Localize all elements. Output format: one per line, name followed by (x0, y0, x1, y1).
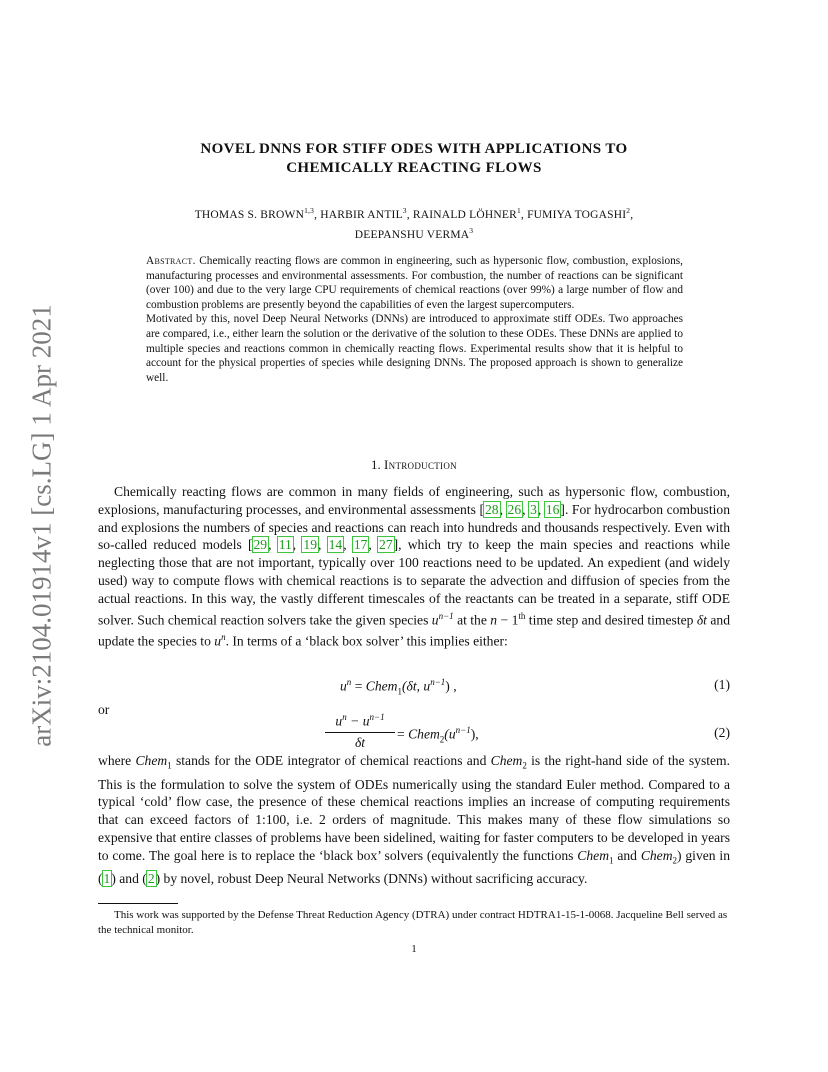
equation-ref-link[interactable]: 2 (147, 871, 155, 887)
fraction-denominator: δt (354, 734, 366, 750)
intro-text: Chemically reacting flows are common in many fields of engineering, such as hypersonic flow, combustion, explosions, manufacturing processes, and environmental assessments (98, 484, 730, 517)
abstract-paragraph-1 (146, 254, 683, 312)
math-inline: Chem (640, 847, 673, 863)
author-2-affil: 3 (402, 206, 407, 215)
intro-text: time step and desired timestep (525, 612, 697, 628)
body-text: and (115, 871, 143, 887)
math-operator: ), (470, 726, 479, 742)
body-text: is the right-hand side of the system. This is the formulation to solve the system of ODEs numerically using the standard Euler method. Compared to a typical ‘cold’ flow case, the presence of these chemical reactions implies an increase of computing requirements that can exceed factors of 1:100, i.e. 2 orders of magnitude. This makes many of these flow simulations so expensive that entire classes of problems have been sidelined, waiting for faster computers to be developed in years to come. The goal here is to replace the ‘black box’ solvers (equivalently the functions (98, 753, 731, 863)
math-superscript: n−1 (455, 725, 471, 735)
title-line-1: NOVEL DNNS FOR STIFF ODES WITH APPLICATIONS TO (200, 141, 628, 157)
equation-2 (98, 712, 730, 754)
equation-1 (98, 677, 730, 697)
math-superscript: th (518, 610, 526, 621)
math-subscript: 1 (167, 760, 172, 771)
author-line-1 (140, 203, 688, 223)
citation-link[interactable]: 11 (278, 537, 292, 553)
citation-link[interactable]: 27 (379, 537, 393, 553)
body-text: where (98, 753, 136, 768)
math-superscript: n−1 (369, 712, 385, 722)
intro-text: , which try to keep the main species and reactions while neglecting those that are not important, typically over 100 reactions need to be updated. An expedient (and widely used) way to compute flows with chemical reactions is to separate the advection and diffusion of species from the actual reactions. In this way, the vastly different timescales of the reactants can be treated in a separate, stiff ODE solver. Such chemical reaction solvers take the given species (98, 537, 731, 628)
math-symbol: − u (346, 713, 370, 729)
math-superscript: n (342, 712, 347, 722)
math-superscript: n (221, 631, 226, 642)
math-subscript: 1 (609, 855, 614, 866)
math-subscript: 2 (522, 760, 527, 771)
equation-ref-link[interactable]: 1 (103, 871, 111, 887)
math-symbol: u (335, 713, 343, 729)
author-4-affil: 2 (626, 206, 631, 215)
body-text: and (613, 847, 641, 863)
equation-1-content (340, 677, 457, 696)
abstract (146, 254, 683, 385)
math-inline: u (214, 633, 222, 649)
author-3-affil: 1 (516, 206, 521, 215)
math-symbol: u (340, 678, 347, 694)
math-inline: u (431, 612, 439, 628)
section-title: Introduction (384, 457, 457, 472)
footnote (98, 908, 730, 937)
math-subscript: 1 (397, 686, 402, 697)
math-inline: − 1 (497, 612, 519, 628)
author-4-comma: , (630, 208, 634, 221)
section-heading (98, 457, 730, 473)
paper-title (140, 140, 688, 178)
math-symbol: (δt, u (401, 678, 431, 694)
footnote-text: This work was supported by the Defense Threat Reduction Agency (DTRA) under contract HDTRA1-15-1-0068. Jacqueline Bell served as the technical monitor. (98, 909, 728, 936)
equation-2-number: (2) (714, 725, 730, 740)
equation-2-rhs (397, 725, 479, 744)
or-connector: or (98, 702, 110, 717)
math-inline: δt (696, 612, 707, 628)
author-list (140, 203, 688, 243)
footnote-divider (98, 903, 178, 904)
abstract-text-2: Motivated by this, novel Deep Neural Networks (DNNs) are introduced to approximate stiff ODEs. Two approaches are compared, i.e., either learn the solution or the derivative of the solution to these ODEs. These DNNs are applied to multiple species and reactions common in chemically reacting flows. Experimental results show that it is helpful to account for the physical properties of species while designing DNNs. The proposed approach is shown to generalize well. (146, 313, 683, 384)
intro-paragraph: Chemically reacting flows are common in many fields of engineering, such as hypersonic flow, combustion, explosions, manufacturing processes, and environmental assessments [28, 26, 3, 16]. For hydrocarbon combustion and explosions the numbers of species and reactions can reach into hundreds and thousands respectively. Even with so-called reduced models [29, 11, 19, 14, 17, 27], which try to keep the main species and reactions while neglecting those that are not important, typically over 100 reactions need to be updated. An expedient (and widely used) way to compute flows with chemical reactions is to separate the advection and diffusion of species from the actual reactions. In this way, the vastly different timescales of the reactants can be treated in a separate, stiff ODE solver. Such chemical reaction solvers take the given species $u^{n-1}$ at the n − 1th time step and desired timestep δt and update the species to $u^n$. In terms of a ‘black box solver’ this implies either: (98, 484, 731, 649)
math-subscript: 2 (672, 855, 678, 866)
intro-text: . For hydrocarbon combustion and explosions the numbers of species and reactions can reach into hundreds and thousands respectively. Even with so-called reduced models (98, 501, 730, 553)
citation-link[interactable]: 14 (328, 537, 343, 553)
author-4: , FUMIYA TOGASHI (520, 208, 627, 221)
math-superscript: n (346, 677, 352, 687)
title-line-2: CHEMICALLY REACTING FLOWS (286, 160, 542, 176)
body-text: by novel, robust Deep Neural Networks (DNNs) without sacrificing accuracy. (160, 871, 588, 887)
math-inline: Chem (135, 753, 168, 768)
intro-text: and update the species to (98, 612, 730, 649)
author-line-2 (140, 223, 688, 243)
author-5: DEEPANSHU VERMA (354, 228, 470, 241)
math-inline: Chem (577, 847, 610, 863)
page-number: 1 (411, 943, 417, 955)
author-2: , HARBIR ANTIL (314, 208, 403, 221)
math-symbol: Chem (408, 726, 440, 742)
abstract-text-1: Chemically reacting flows are common in engineering, such as hypersonic flow, combustion, explosions, manufacturing processes and environmental assessments. For combustion, the number of reactions can be significant (over 100) and due to the very large CPU requirements of chemical reactions (over 99%) a large number of flow and combustion problems are presently beyond the capabilities of even the largest supercomputers. (146, 255, 683, 311)
math-inline: n (490, 612, 498, 628)
math-superscript: n−1 (430, 677, 446, 687)
intro-text: . In terms of a ‘black box solver’ this implies either: (225, 633, 508, 649)
math-superscript: n−1 (438, 610, 454, 621)
author-1-affil: 1,3 (304, 206, 315, 215)
intro-text: at the (453, 612, 491, 628)
citation-link[interactable]: 19 (303, 537, 317, 553)
equation-1-number: (1) (714, 677, 730, 692)
math-inline: Chem (490, 753, 523, 768)
arxiv-stamp (22, 295, 62, 755)
citation-link[interactable]: 28 (484, 501, 499, 517)
author-1: THOMAS S. BROWN (194, 208, 305, 221)
citation-link[interactable]: 29 (253, 537, 268, 553)
citation-link[interactable]: 3 (530, 501, 537, 517)
citation-link[interactable]: 16 (545, 501, 560, 517)
citation-link[interactable]: 26 (507, 501, 522, 517)
arxiv-stamp-text: arXiv:2104.01914v1 [cs.LG] 1 Apr 2021 (26, 303, 57, 747)
body-paragraph-2: where Chem$_1$ stands for the ODE integrator of chemical reactions and Chem$_2$ is the right-hand side of the system. This is the formulation to solve the system of ODEs numerically using the standard Euler method. Compared to a typical ‘cold’ flow case, the presence of these chemical reactions implies an increase of computing requirements that can exceed factors of 1:100, i.e. 2 orders of magnitude. This makes many of these flow simulations so expensive that entire classes of problems have been sidelined, waiting for faster computers to be developed in years to come. The goal here is to replace the ‘black box’ solvers (equivalently the functions Chem$_1$ and Chem$_2$) given in (1) and (2) by novel, robust Deep Neural Networks (DNNs) without sacrificing accuracy. (98, 753, 731, 887)
author-5-affil: 3 (469, 225, 474, 235)
fraction-numerator (325, 712, 395, 733)
body-text: stands for the ODE integrator of chemical reactions and (171, 753, 491, 768)
math-operator: = (397, 726, 409, 742)
math-symbol: Chem (365, 678, 398, 694)
math-subscript: 2 (439, 734, 445, 745)
math-operator: ) , (445, 678, 457, 694)
abstract-paragraph-2 (146, 312, 683, 385)
equation-2-fraction (325, 712, 395, 751)
section-number: 1. (371, 457, 381, 472)
abstract-label: Abstract. (146, 255, 196, 267)
math-symbol: (u (444, 726, 456, 742)
body-text: ) given in (677, 847, 730, 863)
citation-link[interactable]: 17 (353, 537, 368, 553)
math-operator: = (351, 678, 366, 694)
author-3: , RAINALD LÖHNER (406, 208, 517, 221)
